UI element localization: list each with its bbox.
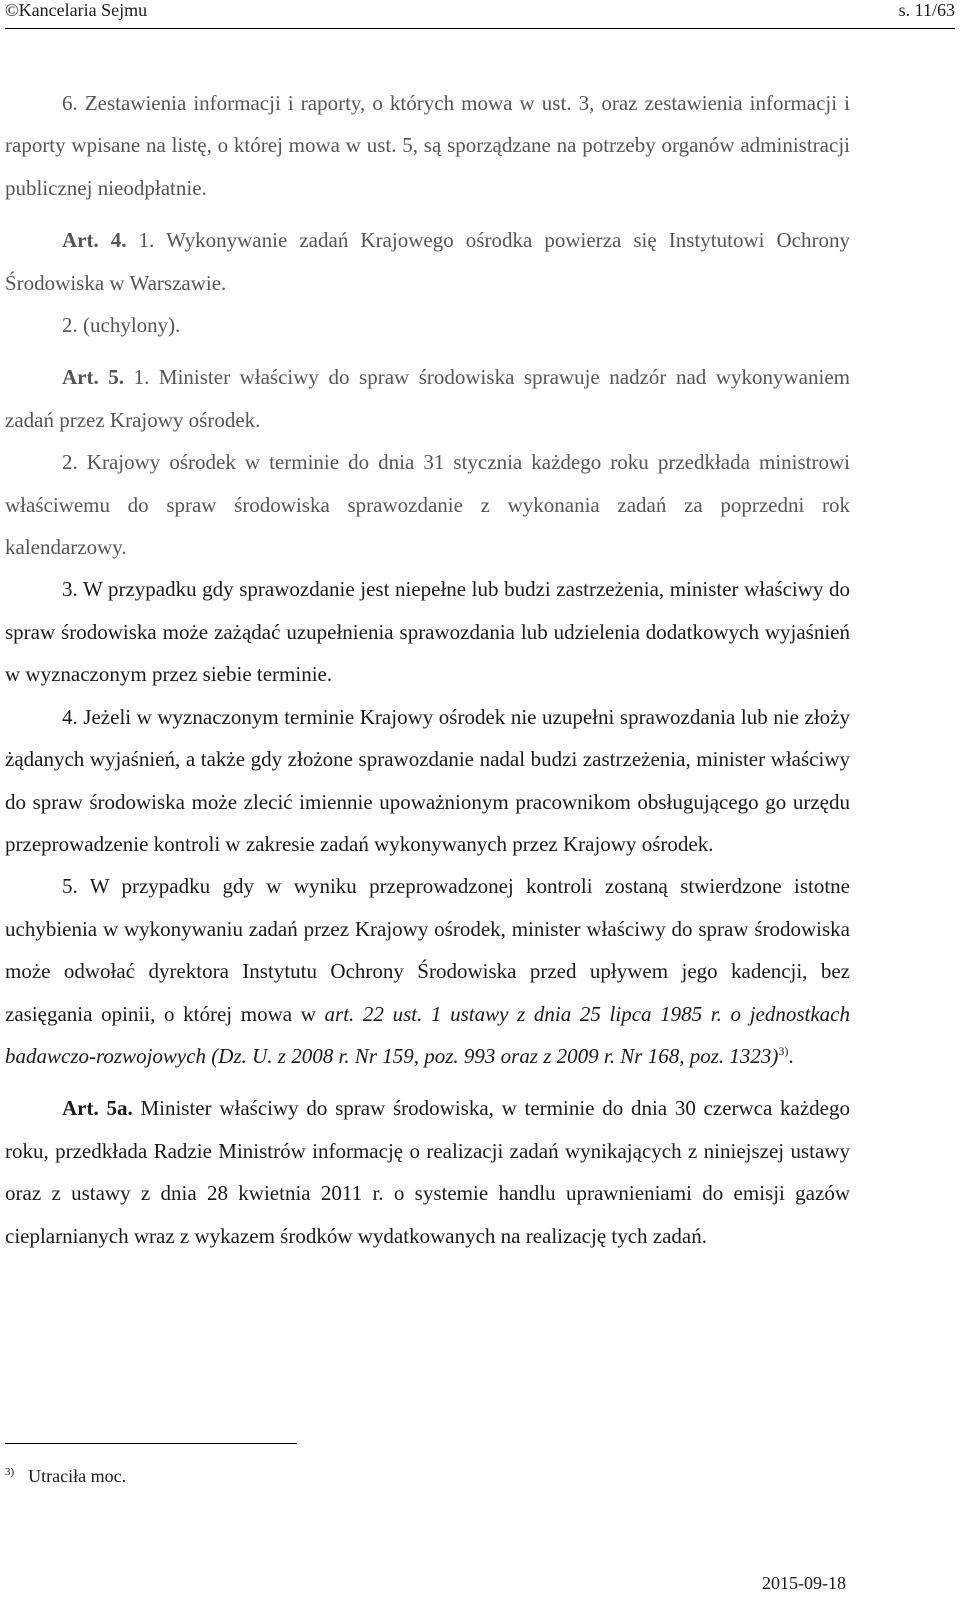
art5a-text: Minister właściwy do spraw środowiska, w terminie do dnia 30 czerwca każdego roku, przedkłada Radzie Ministrów informację o realizacji zadań wynikających z niniejszej ustawy oraz z ustawy z dnia 28 kwietnia 2011 r. o systemie handlu uprawnieniami do emisji gazów cieplarnianych wraz z wykazem środków wydatkowanych na realizację tych zadań.	[5, 1096, 851, 1248]
paragraph-art5-ust2: 2. Krajowy ośrodek w terminie do dnia 31 stycznia każdego roku przedkłada ministrowi właściwemu do spraw środowiska sprawozdanie z wykonania zadań za poprzedni rok kalendarzowy.	[5, 450, 850, 560]
article-label-5: Art. 5.	[62, 365, 125, 390]
footnote	[5, 1466, 126, 1487]
paragraph-art4-ust1	[5, 219, 850, 304]
document-body	[5, 82, 850, 1257]
paragraph-art3-ust6: 6. Zestawienia informacji i raporty, o których mowa w ust. 3, oraz zestawienia informacji i raporty wpisane na listę, o której mowa w ust. 5, są sporządzane na potrzeby organów administracji publicznej nieodpłatnie.	[5, 91, 850, 200]
art4-ust1-text: 1. Wykonywanie zadań Krajowego ośrodka powierza się Instytutowi Ochrony Środowiska w Warszawie.	[5, 228, 850, 295]
header-source: ©Kancelaria Sejmu	[5, 0, 148, 20]
paragraph-art4-ust2: 2. (uchylony).	[62, 313, 181, 338]
art5-ust5-text: 5. W przypadku gdy w wyniku przeprowadzonej kontroli zostaną stwierdzone istotne uchybienia w wykonywaniu zadań przez Krajowy ośrodek, minister właściwy do spraw środowiska może odwołać dyrektora Instytutu Ochrony Środowiska przed upływem jego kadencji, bez zasięgania opinii, o której mowa w	[5, 874, 850, 1026]
footnote-reference: 3)	[778, 1043, 789, 1058]
paragraph-art5a	[5, 1087, 850, 1257]
footnote-text: Utraciła moc.	[28, 1466, 127, 1486]
footer-date: 2015-09-18	[762, 1573, 846, 1593]
footnote-marker: 3)	[5, 1466, 15, 1478]
art5-ust5-end: .	[788, 1043, 794, 1068]
article-label-5a: Art. 5a.	[62, 1096, 133, 1121]
paragraph-art5-ust3: 3. W przypadku gdy sprawozdanie jest niepełne lub budzi zastrzeżenia, minister właściwy do spraw środowiska może zażądać uzupełnienia sprawozdania lub udzielenia dodatkowych wyjaśnień w wyznaczonym przez siebie terminie.	[5, 577, 850, 687]
paragraph-art5-ust1	[5, 356, 850, 441]
art5-ust1-text: 1. Minister właściwy do spraw środowiska sprawuje nadzór nad wykonywaniem zadań przez Krajowy ośrodek.	[5, 365, 850, 432]
paragraph-art5-ust4: 4. Jeżeli w wyznaczonym terminie Krajowy ośrodek nie uzupełni sprawozdania lub nie złoży żądanych wyjaśnień, a także gdy złożone sprawozdanie nadal budzi zastrzeżenia, minister właściwy do spraw środowiska może zlecić imiennie upoważnionym pracownikom obsługującego go urzędu przeprowadzenie kontroli w zakresie zadań wykonywanych przez Krajowy ośrodek.	[5, 704, 850, 856]
paragraph-art5-ust5	[5, 865, 850, 1077]
article-label-4: Art. 4.	[62, 228, 127, 253]
statute-reference: art. 22 ust. 1 ustawy z dnia 25 lipca 1985 r. o jednostkach badawczo-rozwojowych (Dz. U. z 2008 r. Nr 159, poz. 993 oraz z 2009 r. Nr 168, poz. 1323)	[5, 1001, 850, 1068]
footnote-separator	[5, 1443, 297, 1444]
header-page-number: s. 11/63	[898, 0, 955, 20]
page-header	[5, 0, 955, 29]
